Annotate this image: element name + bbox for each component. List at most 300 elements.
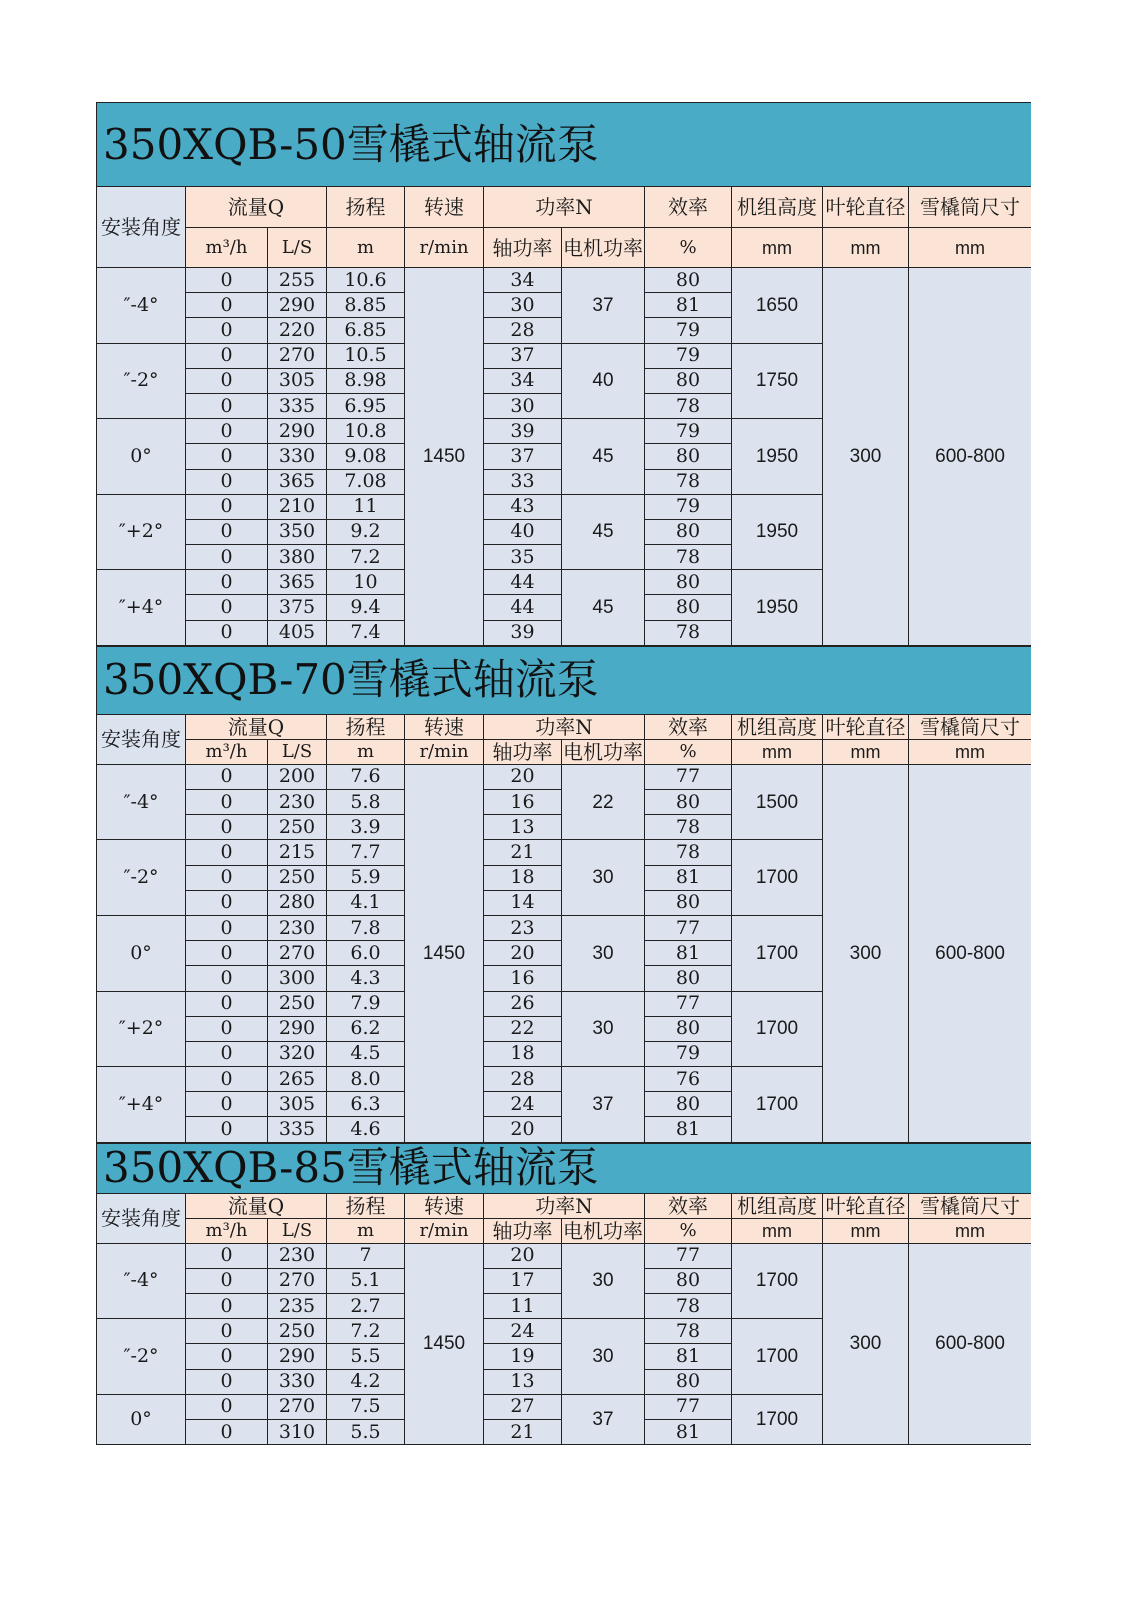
header-flow: 流量Q xyxy=(186,714,327,739)
flow-m3h-cell: 0 xyxy=(186,790,268,815)
unit-head: m xyxy=(327,1218,405,1243)
unit-height-cell: 1500 xyxy=(732,764,823,840)
sled-size-cell: 600-800 xyxy=(909,268,1032,646)
flow-m3h-cell: 0 xyxy=(186,368,268,393)
efficiency-cell: 81 xyxy=(645,293,732,318)
head-cell: 4.6 xyxy=(327,1117,405,1142)
angle-cell: 0° xyxy=(97,419,186,495)
flow-m3h-cell: 0 xyxy=(186,941,268,966)
table-row xyxy=(97,1243,1032,1268)
flow-ls-cell: 250 xyxy=(268,815,327,840)
unit-height: mm xyxy=(732,739,823,764)
flow-m3h-cell: 0 xyxy=(186,1117,268,1142)
flow-ls-cell: 290 xyxy=(268,419,327,444)
shaft-power-cell: 17 xyxy=(484,1268,562,1293)
header-motor-power: 电机功率 xyxy=(563,739,643,764)
head-cell: 7.7 xyxy=(327,840,405,865)
shaft-power-cell: 20 xyxy=(484,1243,562,1268)
head-cell: 4.3 xyxy=(327,966,405,991)
flow-m3h-cell: 0 xyxy=(186,1016,268,1041)
unit-height-cell: 1700 xyxy=(732,840,823,916)
flow-ls-cell: 235 xyxy=(268,1294,327,1319)
shaft-power-cell: 18 xyxy=(484,1041,562,1066)
head-cell: 9.08 xyxy=(327,444,405,469)
head-cell: 7.5 xyxy=(327,1394,405,1419)
head-cell: 8.0 xyxy=(327,1067,405,1092)
unit-height-cell: 1700 xyxy=(732,915,823,991)
flow-ls-cell: 290 xyxy=(268,293,327,318)
flow-m3h-cell: 0 xyxy=(186,393,268,418)
efficiency-cell: 80 xyxy=(645,966,732,991)
head-cell: 8.85 xyxy=(327,293,405,318)
flow-m3h-cell: 0 xyxy=(186,840,268,865)
shaft-power-cell: 16 xyxy=(484,790,562,815)
unit-height-cell: 1750 xyxy=(732,343,823,419)
motor-power-cell: 30 xyxy=(562,991,645,1067)
shaft-power-cell: 40 xyxy=(484,519,562,544)
header-motor-power: 电机功率 xyxy=(563,1218,643,1243)
motor-power-cell: 37 xyxy=(562,1394,645,1444)
motor-power-cell: 22 xyxy=(562,764,645,840)
impeller-dia-cell: 300 xyxy=(823,1243,909,1445)
flow-ls-cell: 290 xyxy=(268,1016,327,1041)
efficiency-cell: 78 xyxy=(645,545,732,570)
angle-cell: ″-4° xyxy=(97,268,186,344)
table-title: 350XQB-85雪橇式轴流泵 xyxy=(97,1143,1032,1193)
motor-power-cell: 30 xyxy=(562,1243,645,1319)
head-cell: 7.6 xyxy=(327,764,405,789)
efficiency-cell: 80 xyxy=(645,268,732,293)
flow-m3h-cell: 0 xyxy=(186,915,268,940)
impeller-dia-cell: 300 xyxy=(823,268,909,646)
shaft-power-cell: 13 xyxy=(484,815,562,840)
header-speed: 转速 xyxy=(405,714,484,739)
unit-height-cell: 1700 xyxy=(732,991,823,1067)
flow-ls-cell: 335 xyxy=(268,1117,327,1142)
flow-m3h-cell: 0 xyxy=(186,318,268,343)
header-motor-power: 电机功率 xyxy=(562,228,645,268)
efficiency-cell: 77 xyxy=(645,915,732,940)
shaft-power-cell: 19 xyxy=(484,1344,562,1369)
header-speed: 转速 xyxy=(405,1193,484,1218)
flow-m3h-cell: 0 xyxy=(186,343,268,368)
flow-m3h-cell: 0 xyxy=(186,764,268,789)
unit-flow-m3h: m³/h xyxy=(186,1218,268,1243)
head-cell: 9.4 xyxy=(327,595,405,620)
header-shaft-power: 轴功率 xyxy=(484,739,562,764)
header-power: 功率N xyxy=(484,187,645,228)
unit-speed: r/min xyxy=(405,1218,484,1243)
flow-m3h-cell: 0 xyxy=(186,1369,268,1394)
head-cell: 5.8 xyxy=(327,790,405,815)
flow-ls-cell: 230 xyxy=(268,1243,327,1268)
motor-power-cell: 37 xyxy=(562,1067,645,1143)
head-cell: 10.5 xyxy=(327,343,405,368)
unit-height-cell: 1700 xyxy=(732,1067,823,1143)
efficiency-cell: 80 xyxy=(645,595,732,620)
efficiency-cell: 79 xyxy=(645,419,732,444)
unit-flow-m3h: m³/h xyxy=(186,739,268,764)
speed-cell: 1450 xyxy=(405,1243,484,1445)
efficiency-cell: 78 xyxy=(645,815,732,840)
flow-ls-cell: 365 xyxy=(268,469,327,494)
shaft-power-cell: 11 xyxy=(484,1294,562,1319)
flow-ls-cell: 305 xyxy=(268,368,327,393)
flow-ls-cell: 305 xyxy=(268,1092,327,1117)
flow-ls-cell: 270 xyxy=(268,1394,327,1419)
head-cell: 7.2 xyxy=(327,545,405,570)
pump-table xyxy=(96,102,1031,646)
angle-cell: ″-2° xyxy=(97,840,186,916)
flow-m3h-cell: 0 xyxy=(186,865,268,890)
shaft-power-cell: 22 xyxy=(484,1016,562,1041)
header-flow: 流量Q xyxy=(186,1193,327,1218)
head-cell: 4.5 xyxy=(327,1041,405,1066)
flow-ls-cell: 230 xyxy=(268,790,327,815)
shaft-power-cell: 26 xyxy=(484,991,562,1016)
motor-power-cell: 37 xyxy=(562,268,645,344)
shaft-power-cell: 30 xyxy=(484,393,562,418)
head-cell: 10 xyxy=(327,570,405,595)
angle-cell: ″-2° xyxy=(97,343,186,419)
unit-impeller-dia: mm xyxy=(823,1218,909,1243)
pump-spec-sheet xyxy=(96,102,1031,1480)
efficiency-cell: 81 xyxy=(645,1117,732,1142)
shaft-power-cell: 13 xyxy=(484,1369,562,1394)
header-unit-height: 机组高度 xyxy=(732,714,823,739)
unit-flow-ls: L/S xyxy=(268,1218,327,1243)
flow-ls-cell: 350 xyxy=(268,519,327,544)
head-cell: 5.1 xyxy=(327,1268,405,1293)
flow-m3h-cell: 0 xyxy=(186,1394,268,1419)
efficiency-cell: 78 xyxy=(645,1319,732,1344)
shaft-power-cell: 20 xyxy=(484,764,562,789)
table-title: 350XQB-50雪橇式轴流泵 xyxy=(97,103,1032,187)
motor-power-cell: 30 xyxy=(562,840,645,916)
flow-m3h-cell: 0 xyxy=(186,293,268,318)
shaft-power-cell: 24 xyxy=(484,1092,562,1117)
angle-cell: 0° xyxy=(97,915,186,991)
flow-m3h-cell: 0 xyxy=(186,545,268,570)
header-efficiency: 效率 xyxy=(645,1193,732,1218)
flow-m3h-cell: 0 xyxy=(186,1294,268,1319)
flow-ls-cell: 310 xyxy=(268,1419,327,1444)
flow-m3h-cell: 0 xyxy=(186,519,268,544)
shaft-power-cell: 39 xyxy=(484,419,562,444)
speed-cell: 1450 xyxy=(405,268,484,646)
flow-ls-cell: 210 xyxy=(268,494,327,519)
unit-sled-size: mm xyxy=(909,228,1032,268)
header-head: 扬程 xyxy=(327,187,405,228)
unit-height-cell: 1950 xyxy=(732,419,823,495)
flow-ls-cell: 270 xyxy=(268,343,327,368)
flow-ls-cell: 405 xyxy=(268,620,327,645)
flow-m3h-cell: 0 xyxy=(186,1419,268,1444)
unit-impeller-dia: mm xyxy=(823,228,909,268)
header-unit-height: 机组高度 xyxy=(732,1193,823,1218)
shaft-power-cell: 33 xyxy=(484,469,562,494)
shaft-power-cell: 34 xyxy=(484,268,562,293)
shaft-power-cell: 27 xyxy=(484,1394,562,1419)
unit-height-cell: 1700 xyxy=(732,1243,823,1319)
flow-ls-cell: 220 xyxy=(268,318,327,343)
header-shaft-power: 轴功率 xyxy=(484,1218,562,1243)
header-head: 扬程 xyxy=(327,714,405,739)
flow-m3h-cell: 0 xyxy=(186,1268,268,1293)
sled-size-cell: 600-800 xyxy=(909,764,1032,1142)
efficiency-cell: 78 xyxy=(645,620,732,645)
flow-m3h-cell: 0 xyxy=(186,419,268,444)
efficiency-cell: 80 xyxy=(645,1016,732,1041)
unit-height: mm xyxy=(732,1218,823,1243)
flow-ls-cell: 300 xyxy=(268,966,327,991)
head-cell: 5.9 xyxy=(327,865,405,890)
head-cell: 4.2 xyxy=(327,1369,405,1394)
efficiency-cell: 81 xyxy=(645,1344,732,1369)
head-cell: 7.2 xyxy=(327,1319,405,1344)
motor-power-cell: 45 xyxy=(562,494,645,570)
efficiency-cell: 80 xyxy=(645,519,732,544)
flow-ls-cell: 290 xyxy=(268,1344,327,1369)
flow-m3h-cell: 0 xyxy=(186,469,268,494)
efficiency-cell: 77 xyxy=(645,1394,732,1419)
flow-ls-cell: 335 xyxy=(268,393,327,418)
efficiency-cell: 77 xyxy=(645,1243,732,1268)
header-sled-size: 雪橇筒尺寸 xyxy=(909,187,1032,228)
head-cell: 6.95 xyxy=(327,393,405,418)
header-impeller-dia: 叶轮直径 xyxy=(823,714,909,739)
flow-ls-cell: 230 xyxy=(268,915,327,940)
flow-ls-cell: 330 xyxy=(268,444,327,469)
unit-height-cell: 1650 xyxy=(732,268,823,344)
unit-height: mm xyxy=(732,228,823,268)
flow-ls-cell: 200 xyxy=(268,764,327,789)
flow-m3h-cell: 0 xyxy=(186,268,268,293)
unit-height-cell: 1700 xyxy=(732,1394,823,1444)
flow-m3h-cell: 0 xyxy=(186,444,268,469)
head-cell: 7.08 xyxy=(327,469,405,494)
shaft-power-cell: 16 xyxy=(484,966,562,991)
shaft-power-cell: 37 xyxy=(484,444,562,469)
shaft-power-cell: 14 xyxy=(484,890,562,915)
shaft-power-cell: 23 xyxy=(484,915,562,940)
shaft-power-cell: 21 xyxy=(484,1419,562,1444)
unit-efficiency: % xyxy=(645,739,732,764)
efficiency-cell: 80 xyxy=(645,1092,732,1117)
flow-m3h-cell: 0 xyxy=(186,620,268,645)
unit-height-cell: 1950 xyxy=(732,494,823,570)
efficiency-cell: 80 xyxy=(645,890,732,915)
flow-m3h-cell: 0 xyxy=(186,1067,268,1092)
flow-m3h-cell: 0 xyxy=(186,595,268,620)
flow-ls-cell: 375 xyxy=(268,595,327,620)
head-cell: 6.0 xyxy=(327,941,405,966)
unit-flow-m3h: m³/h xyxy=(186,228,268,268)
motor-power-cell: 45 xyxy=(562,570,645,646)
shaft-power-cell: 37 xyxy=(484,343,562,368)
angle-cell: ″+4° xyxy=(97,1067,186,1143)
header-impeller-dia: 叶轮直径 xyxy=(823,187,909,228)
efficiency-cell: 79 xyxy=(645,1041,732,1066)
angle-cell: ″+2° xyxy=(97,991,186,1067)
header-head: 扬程 xyxy=(327,1193,405,1218)
table-row xyxy=(97,268,1032,293)
efficiency-cell: 78 xyxy=(645,1294,732,1319)
shaft-power-cell: 44 xyxy=(484,570,562,595)
motor-power-cell: 30 xyxy=(562,915,645,991)
efficiency-cell: 77 xyxy=(645,991,732,1016)
shaft-power-cell: 39 xyxy=(484,620,562,645)
flow-ls-cell: 320 xyxy=(268,1041,327,1066)
shaft-power-cell: 21 xyxy=(484,840,562,865)
flow-ls-cell: 250 xyxy=(268,865,327,890)
flow-ls-cell: 270 xyxy=(268,1268,327,1293)
flow-m3h-cell: 0 xyxy=(186,1319,268,1344)
shaft-power-cell: 28 xyxy=(484,1067,562,1092)
flow-m3h-cell: 0 xyxy=(186,1243,268,1268)
flow-ls-cell: 280 xyxy=(268,890,327,915)
unit-flow-ls: L/S xyxy=(268,228,327,268)
angle-cell: 0° xyxy=(97,1394,186,1444)
efficiency-cell: 80 xyxy=(645,790,732,815)
impeller-dia-cell: 300 xyxy=(823,764,909,1142)
efficiency-cell: 80 xyxy=(645,1369,732,1394)
efficiency-cell: 81 xyxy=(645,941,732,966)
flow-m3h-cell: 0 xyxy=(186,991,268,1016)
efficiency-cell: 79 xyxy=(645,343,732,368)
head-cell: 7.8 xyxy=(327,915,405,940)
flow-m3h-cell: 0 xyxy=(186,494,268,519)
flow-m3h-cell: 0 xyxy=(186,1041,268,1066)
efficiency-cell: 78 xyxy=(645,393,732,418)
flow-ls-cell: 215 xyxy=(268,840,327,865)
flow-m3h-cell: 0 xyxy=(186,1344,268,1369)
shaft-power-cell: 18 xyxy=(484,865,562,890)
shaft-power-cell: 30 xyxy=(484,293,562,318)
header-sled-size: 雪橇筒尺寸 xyxy=(909,1193,1032,1218)
efficiency-cell: 78 xyxy=(645,840,732,865)
head-cell: 10.6 xyxy=(327,268,405,293)
head-cell: 5.5 xyxy=(327,1419,405,1444)
flow-m3h-cell: 0 xyxy=(186,815,268,840)
unit-height-cell: 1950 xyxy=(732,570,823,646)
angle-cell: ″-4° xyxy=(97,1243,186,1319)
unit-speed: r/min xyxy=(405,739,484,764)
shaft-power-cell: 34 xyxy=(484,368,562,393)
efficiency-cell: 76 xyxy=(645,1067,732,1092)
flow-m3h-cell: 0 xyxy=(186,890,268,915)
header-efficiency: 效率 xyxy=(645,187,732,228)
flow-ls-cell: 270 xyxy=(268,941,327,966)
motor-power-cell: 30 xyxy=(562,1319,645,1395)
head-cell: 2.7 xyxy=(327,1294,405,1319)
table-title: 350XQB-70雪橇式轴流泵 xyxy=(97,646,1032,714)
flow-ls-cell: 380 xyxy=(268,545,327,570)
unit-sled-size: mm xyxy=(909,1218,1032,1243)
angle-cell: ″-4° xyxy=(97,764,186,840)
unit-flow-ls: L/S xyxy=(268,739,327,764)
unit-efficiency: % xyxy=(645,228,732,268)
angle-cell: ″-2° xyxy=(97,1319,186,1395)
efficiency-cell: 79 xyxy=(645,494,732,519)
header-power: 功率N xyxy=(484,714,645,739)
efficiency-cell: 77 xyxy=(645,764,732,789)
unit-height-cell: 1700 xyxy=(732,1319,823,1395)
header-angle: 安装角度 xyxy=(97,714,186,764)
head-cell: 8.98 xyxy=(327,368,405,393)
motor-power-cell: 40 xyxy=(562,343,645,419)
flow-m3h-cell: 0 xyxy=(186,966,268,991)
sled-size-cell: 600-800 xyxy=(909,1243,1032,1445)
head-cell: 5.5 xyxy=(327,1344,405,1369)
efficiency-cell: 81 xyxy=(645,1419,732,1444)
flow-ls-cell: 255 xyxy=(268,268,327,293)
pump-table xyxy=(96,1143,1031,1446)
head-cell: 6.85 xyxy=(327,318,405,343)
angle-cell: ″+4° xyxy=(97,570,186,646)
efficiency-cell: 81 xyxy=(645,865,732,890)
unit-efficiency: % xyxy=(645,1218,732,1243)
efficiency-cell: 79 xyxy=(645,318,732,343)
head-cell: 7.4 xyxy=(327,620,405,645)
unit-speed: r/min xyxy=(405,228,484,268)
speed-cell: 1450 xyxy=(405,764,484,1142)
flow-ls-cell: 330 xyxy=(268,1369,327,1394)
header-flow: 流量Q xyxy=(186,187,327,228)
shaft-power-cell: 20 xyxy=(484,941,562,966)
flow-ls-cell: 265 xyxy=(268,1067,327,1092)
efficiency-cell: 80 xyxy=(645,444,732,469)
header-power: 功率N xyxy=(484,1193,645,1218)
head-cell: 6.3 xyxy=(327,1092,405,1117)
header-unit-height: 机组高度 xyxy=(732,187,823,228)
header-speed: 转速 xyxy=(405,187,484,228)
flow-m3h-cell: 0 xyxy=(186,1092,268,1117)
header-angle: 安装角度 xyxy=(97,187,186,268)
shaft-power-cell: 44 xyxy=(484,595,562,620)
head-cell: 10.8 xyxy=(327,419,405,444)
head-cell: 11 xyxy=(327,494,405,519)
flow-ls-cell: 365 xyxy=(268,570,327,595)
unit-impeller-dia: mm xyxy=(823,739,909,764)
header-sled-size: 雪橇筒尺寸 xyxy=(909,714,1032,739)
flow-m3h-cell: 0 xyxy=(186,570,268,595)
head-cell: 9.2 xyxy=(327,519,405,544)
unit-head: m xyxy=(327,228,405,268)
shaft-power-cell: 35 xyxy=(484,545,562,570)
efficiency-cell: 78 xyxy=(645,469,732,494)
head-cell: 4.1 xyxy=(327,890,405,915)
shaft-power-cell: 24 xyxy=(484,1319,562,1344)
pump-table xyxy=(96,646,1031,1143)
table-row xyxy=(97,764,1032,789)
flow-ls-cell: 250 xyxy=(268,991,327,1016)
unit-sled-size: mm xyxy=(909,739,1032,764)
motor-power-cell: 45 xyxy=(562,419,645,495)
head-cell: 3.9 xyxy=(327,815,405,840)
shaft-power-cell: 20 xyxy=(484,1117,562,1142)
head-cell: 7 xyxy=(327,1243,405,1268)
shaft-power-cell: 28 xyxy=(484,318,562,343)
efficiency-cell: 80 xyxy=(645,1268,732,1293)
header-angle: 安装角度 xyxy=(97,1193,186,1243)
header-shaft-power: 轴功率 xyxy=(484,228,562,268)
flow-ls-cell: 250 xyxy=(268,1319,327,1344)
unit-head: m xyxy=(327,739,405,764)
header-impeller-dia: 叶轮直径 xyxy=(823,1193,909,1218)
efficiency-cell: 80 xyxy=(645,368,732,393)
shaft-power-cell: 43 xyxy=(484,494,562,519)
